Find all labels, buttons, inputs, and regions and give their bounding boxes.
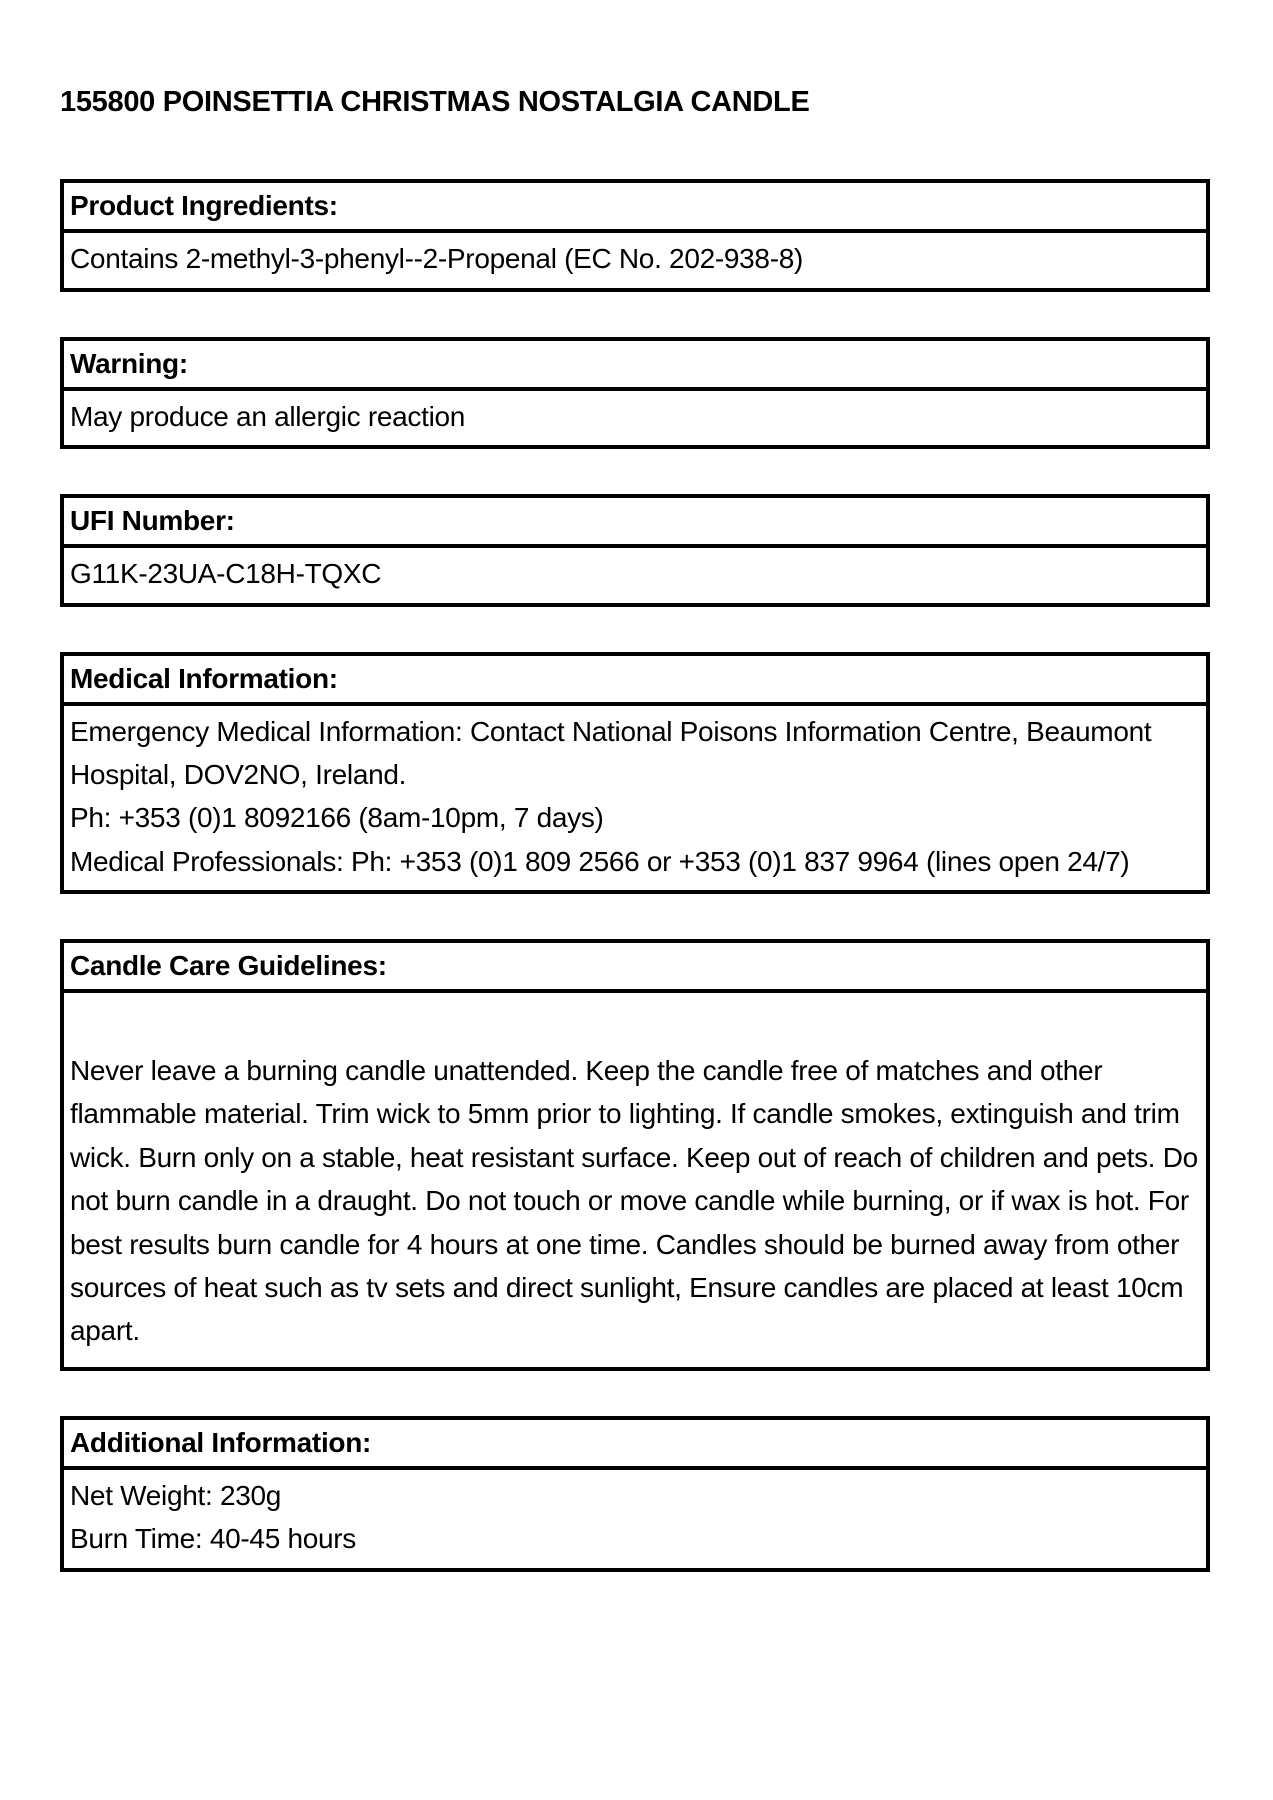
section-ufi-number bbox=[60, 494, 1210, 606]
section-heading-warning: Warning: bbox=[64, 341, 1206, 391]
section-candle-care-guidelines bbox=[60, 939, 1210, 1371]
section-body-candle-care-guidelines bbox=[64, 993, 1206, 1367]
burn-time-text: Burn Time: 40-45 hours bbox=[70, 1523, 356, 1555]
medical-phone-text: Ph: +353 (0)1 8092166 (8am-10pm, 7 days) bbox=[70, 802, 604, 834]
section-medical-information bbox=[60, 652, 1210, 895]
section-warning bbox=[60, 337, 1210, 449]
medical-contact-text: Emergency Medical Information: Contact National Poisons Information Centre, Beaumont Hospital, DOV2NO, Ireland. bbox=[70, 715, 1152, 790]
section-product-ingredients bbox=[60, 179, 1210, 291]
section-additional-information bbox=[60, 1416, 1210, 1572]
ufi-number-value: G11K-23UA-C18H-TQXC bbox=[70, 558, 382, 590]
page-title: 155800 POINSETTIA CHRISTMAS NOSTALGIA CANDLE bbox=[60, 86, 810, 118]
section-heading-product-ingredients: Product Ingredients: bbox=[64, 183, 1206, 233]
net-weight-text: Net Weight: 230g bbox=[70, 1479, 282, 1511]
section-body-ufi-number bbox=[64, 548, 1206, 602]
ingredients-text: Contains 2-methyl-3-phenyl--2-Propenal (EC No. 202-938-8) bbox=[70, 243, 804, 275]
section-body-medical-information bbox=[64, 706, 1206, 891]
section-heading-candle-care-guidelines: Candle Care Guidelines: bbox=[64, 943, 1206, 993]
medical-professionals-text: Medical Professionals: Ph: +353 (0)1 809 2566 or +353 (0)1 837 9964 (lines open 24/7) bbox=[70, 845, 1130, 877]
section-heading-medical-information: Medical Information: bbox=[64, 656, 1206, 706]
section-body-additional-information bbox=[64, 1470, 1206, 1568]
section-body-product-ingredients bbox=[64, 233, 1206, 287]
candle-care-text: Never leave a burning candle unattended. Keep the candle free of matches and other flammable material. Trim wick to 5mm prior to lighting. If candle smokes, extinguish and trim wick. Burn only on a stable, heat resistant surface. Keep out of reach of children and pets. Do not burn candle in a draught. Do not touch or move candle while burning, or if wax is hot. For best results burn candle for 4 hours at one time. Candles should be burned away from other sources of heat such as tv sets and direct sunlight, Ensure candles are placed at least 10cm apart. bbox=[70, 1055, 1198, 1347]
section-body-warning bbox=[64, 391, 1206, 445]
warning-text: May produce an allergic reaction bbox=[70, 400, 466, 432]
section-heading-additional-information: Additional Information: bbox=[64, 1420, 1206, 1470]
section-heading-ufi-number: UFI Number: bbox=[64, 498, 1206, 548]
